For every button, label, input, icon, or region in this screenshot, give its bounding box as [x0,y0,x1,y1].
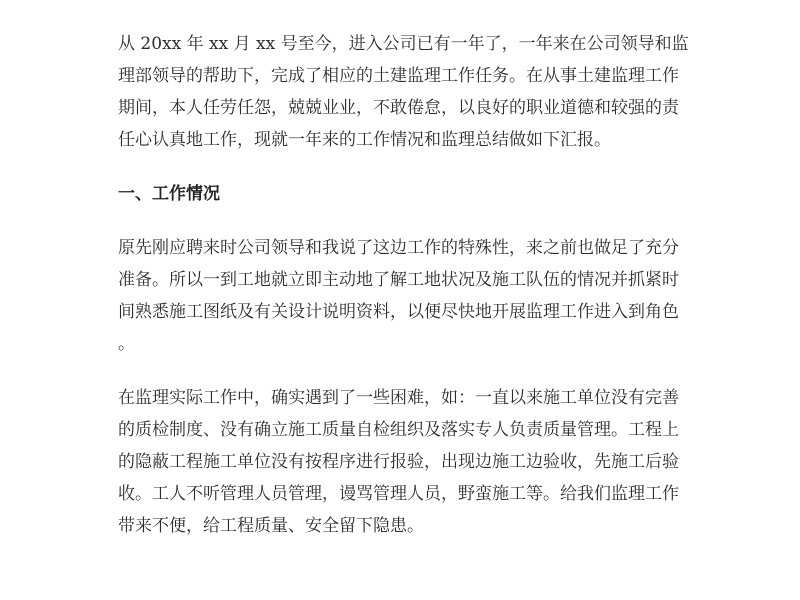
intro-line-1: 从 20xx 年 xx 月 xx 号至今，进入公司已有一年了，一年来在公司领导和监 [118,34,689,54]
para2-line-3: 的隐蔽工程施工单位没有按程序进行报验，出现边施工边验收，先施工后验 [118,452,679,472]
difficulties-paragraph [118,382,686,542]
para1-line-2: 准备。所以一到工地就立即主动地了解工地状况及施工队伍的情况并抓紧时 [118,270,679,290]
para2-line-1: 在监理实际工作中，确实遇到了一些困难，如：一直以来施工单位没有完善 [118,388,679,408]
para1-line-1: 原先刚应聘来时公司领导和我说了这边工作的特殊性，来之前也做足了充分 [118,238,679,258]
spacer [118,210,686,232]
para2-line-2: 的质检制度、没有确立施工质量自检组织及落实专人负责质量管理。工程上 [118,420,679,440]
spacer [118,360,686,382]
work-situation-paragraph [118,232,686,360]
intro-paragraph [118,28,689,156]
para1-line-4: 。 [118,334,135,354]
intro-line-3: 期间，本人任劳任怨，兢兢业业，不敢倦怠，以良好的职业道德和较强的责 [118,98,679,118]
section-heading-work-situation: 一、工作情况 [118,184,220,204]
para1-line-3: 间熟悉施工图纸及有关设计说明资料，以便尽快地开展监理工作进入到角色 [118,302,679,322]
document-body [118,28,689,542]
para2-line-5: 带来不便，给工程质量、安全留下隐患。 [118,516,424,536]
intro-line-4: 任心认真地工作，现就一年来的工作情况和监理总结做如下汇报。 [118,130,611,150]
para2-line-4: 收。工人不听管理人员管理，谩骂管理人员，野蛮施工等。给我们监理工作 [118,484,679,504]
spacer [118,156,686,178]
intro-line-2: 理部领导的帮助下，完成了相应的土建监理工作任务。在从事土建监理工作 [118,66,679,86]
